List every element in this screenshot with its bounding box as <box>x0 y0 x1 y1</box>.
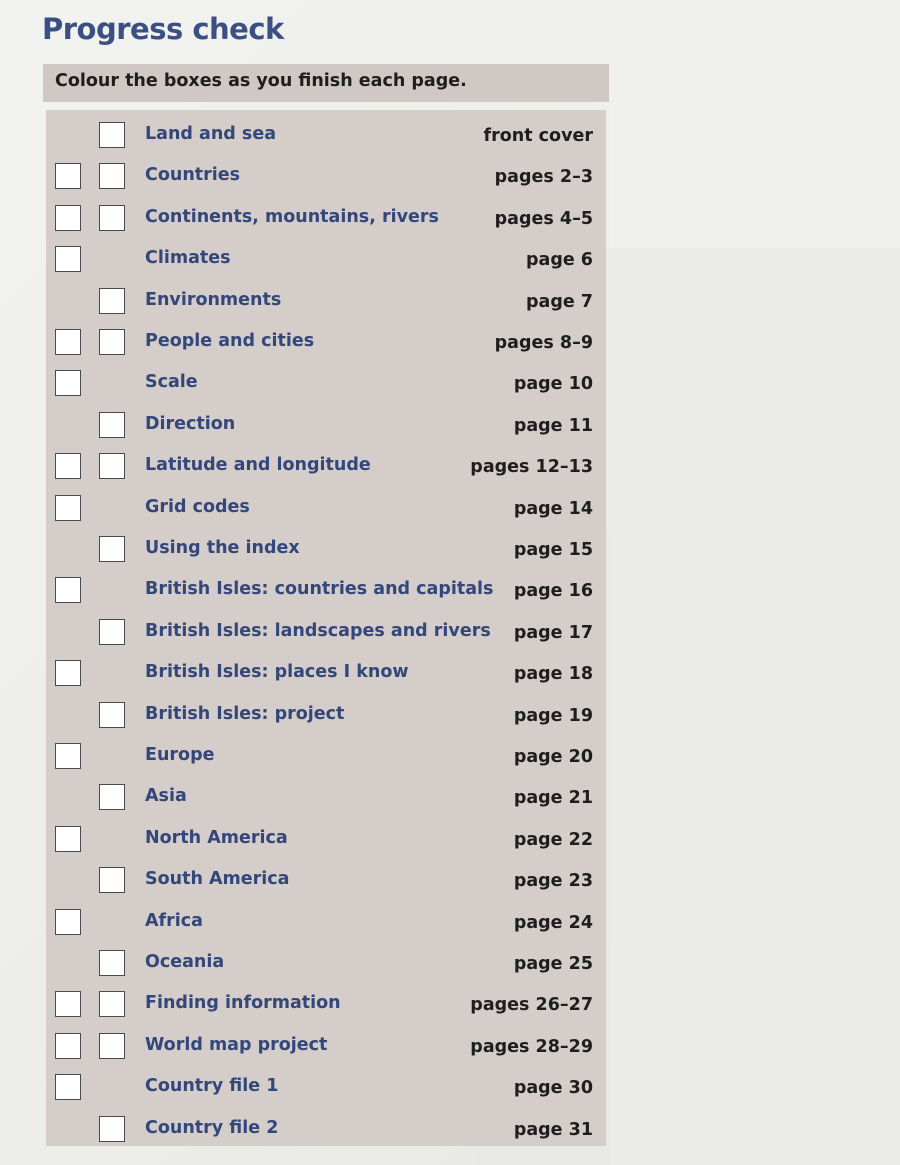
page-reference: page 7 <box>525 291 593 312</box>
page-reference: page 6 <box>525 250 593 271</box>
page-reference: page 22 <box>513 829 593 850</box>
instruction-bar <box>43 64 609 102</box>
page-reference: pages 8–9 <box>494 333 593 353</box>
page-reference: front cover <box>483 126 593 146</box>
progress-checkbox-right[interactable] <box>99 205 125 231</box>
page-reference: page 15 <box>513 540 593 560</box>
topic-label: Climates <box>145 248 231 269</box>
progress-checkbox-left[interactable] <box>55 826 81 852</box>
topic-label: Using the index <box>145 538 300 558</box>
progress-checkbox-left[interactable] <box>55 246 81 272</box>
progress-row <box>46 400 606 440</box>
progress-checkbox-left[interactable] <box>55 163 81 189</box>
progress-row <box>46 441 606 481</box>
progress-list <box>46 110 606 1146</box>
topic-label: Latitude and longitude <box>145 455 371 476</box>
page-reference: page 21 <box>513 788 593 809</box>
topic-label: Grid codes <box>145 496 250 517</box>
progress-checkbox-right[interactable] <box>99 950 125 976</box>
progress-row <box>46 1104 606 1144</box>
instruction-text: Colour the boxes as you finish each page. <box>55 71 467 91</box>
page-title: Progress check <box>42 12 284 46</box>
progress-row <box>46 772 606 812</box>
page-reference: pages 2–3 <box>494 167 593 188</box>
topic-label: North America <box>145 827 288 848</box>
progress-row <box>46 524 606 564</box>
progress-checkbox-left[interactable] <box>55 743 81 769</box>
page-reference: page 14 <box>513 498 593 519</box>
progress-row <box>46 1062 606 1102</box>
progress-row <box>46 979 606 1019</box>
page-reference: page 19 <box>513 705 593 726</box>
progress-row <box>46 193 606 233</box>
progress-row <box>46 483 606 523</box>
progress-checkbox-right[interactable] <box>99 619 125 645</box>
progress-checkbox-left[interactable] <box>55 909 81 935</box>
topic-label: South America <box>145 869 290 890</box>
progress-row <box>46 1021 606 1061</box>
progress-checkbox-right[interactable] <box>99 1116 125 1142</box>
page-reference: pages 12–13 <box>470 457 593 478</box>
progress-checkbox-right[interactable] <box>99 1033 125 1059</box>
topic-label: People and cities <box>145 331 315 351</box>
progress-row <box>46 855 606 895</box>
progress-row <box>46 607 606 647</box>
topic-label: Direction <box>145 413 236 434</box>
progress-checkbox-right[interactable] <box>99 702 125 728</box>
topic-label: British Isles: project <box>145 703 345 724</box>
topic-label: Scale <box>145 372 198 393</box>
page-reference: page 24 <box>513 912 593 933</box>
page-reference: pages 28–29 <box>470 1036 593 1057</box>
progress-row <box>46 938 606 978</box>
progress-checkbox-right[interactable] <box>99 329 125 355</box>
progress-checkbox-right[interactable] <box>99 163 125 189</box>
progress-row <box>46 234 606 274</box>
progress-checkbox-left[interactable] <box>55 577 81 603</box>
progress-checkbox-left[interactable] <box>55 1033 81 1059</box>
progress-row <box>46 648 606 688</box>
page-reference: page 18 <box>513 664 593 685</box>
progress-checkbox-left[interactable] <box>55 1074 81 1100</box>
progress-row <box>46 110 606 150</box>
progress-row <box>46 276 606 316</box>
progress-row <box>46 897 606 937</box>
progress-checkbox-right[interactable] <box>99 288 125 314</box>
page-reference: page 25 <box>513 954 593 974</box>
progress-checkbox-right[interactable] <box>99 453 125 479</box>
topic-label: Asia <box>145 786 187 807</box>
page-reference: page 16 <box>513 581 593 602</box>
progress-row <box>46 317 606 357</box>
page-reference: page 10 <box>513 374 593 395</box>
progress-checkbox-right[interactable] <box>99 412 125 438</box>
topic-label: British Isles: landscapes and rivers <box>145 620 491 641</box>
topic-label: British Isles: countries and capitals <box>145 579 494 600</box>
progress-row <box>46 151 606 191</box>
progress-checkbox-right[interactable] <box>99 784 125 810</box>
progress-checkbox-left[interactable] <box>55 495 81 521</box>
progress-checkbox-left[interactable] <box>55 329 81 355</box>
progress-row <box>46 565 606 605</box>
progress-checkbox-left[interactable] <box>55 370 81 396</box>
page-reference: page 31 <box>513 1119 593 1140</box>
progress-checkbox-left[interactable] <box>55 205 81 231</box>
topic-label: British Isles: places I know <box>145 662 409 683</box>
progress-row <box>46 358 606 398</box>
topic-label: Countries <box>145 165 241 186</box>
progress-checkbox-left[interactable] <box>55 991 81 1017</box>
progress-checkbox-left[interactable] <box>55 660 81 686</box>
topic-label: Europe <box>145 745 215 765</box>
topic-label: Continents, mountains, rivers <box>145 206 439 227</box>
page-reference: page 17 <box>513 622 593 643</box>
page-reference: pages 26–27 <box>470 995 593 1016</box>
progress-checkbox-right[interactable] <box>99 122 125 148</box>
page-reference: page 20 <box>513 747 593 767</box>
page-reference: pages 4–5 <box>494 208 593 229</box>
progress-row <box>46 814 606 854</box>
progress-row <box>46 690 606 730</box>
topic-label: Country file 1 <box>145 1076 279 1097</box>
topic-label: Country file 2 <box>145 1117 279 1138</box>
topic-label: Finding information <box>145 993 341 1014</box>
progress-checkbox-right[interactable] <box>99 867 125 893</box>
topic-label: Oceania <box>145 952 225 972</box>
topic-label: Environments <box>145 289 282 310</box>
progress-row <box>46 731 606 771</box>
progress-checkbox-left[interactable] <box>55 453 81 479</box>
page-reference: page 23 <box>513 871 593 892</box>
progress-checkbox-right[interactable] <box>99 536 125 562</box>
page-reference: page 30 <box>513 1078 593 1099</box>
topic-label: World map project <box>145 1034 328 1055</box>
page-reference: page 11 <box>513 415 593 436</box>
topic-label: Africa <box>145 910 203 931</box>
progress-checkbox-right[interactable] <box>99 991 125 1017</box>
topic-label: Land and sea <box>145 124 277 144</box>
